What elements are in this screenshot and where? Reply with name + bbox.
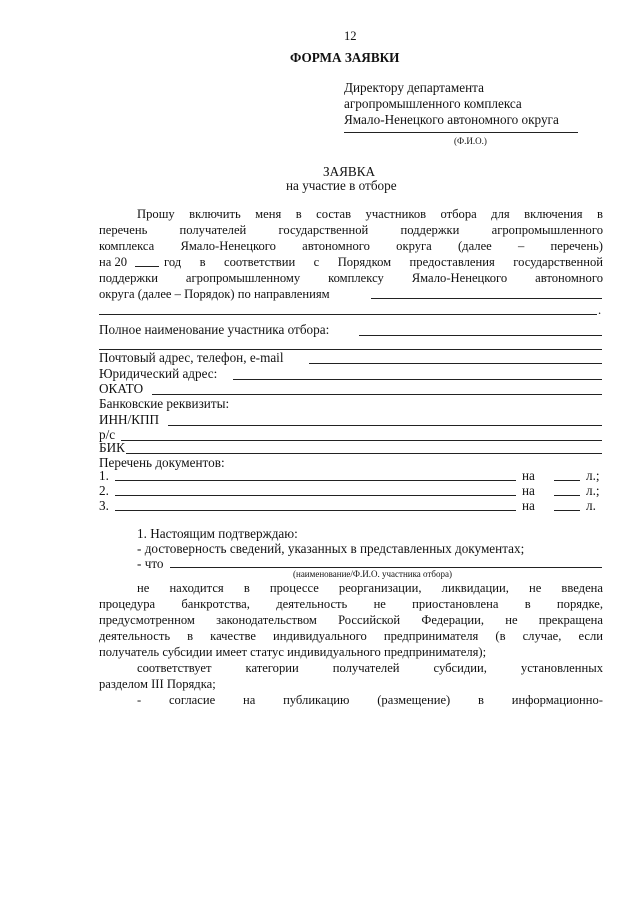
addressee-line-1: Директору департамента <box>344 80 484 95</box>
legal-address-label: Юридический адрес: <box>99 366 218 381</box>
document-3-blank[interactable] <box>115 510 516 511</box>
full-name-label: Полное наименование участника отбора: <box>99 322 330 337</box>
form-title: ФОРМА ЗАЯВКИ <box>290 50 400 65</box>
confirm-item-2-prefix: - что <box>137 556 164 571</box>
document-3-na: на <box>522 498 535 513</box>
participant-name-caption: (наименование/Ф.И.О. участника отбора) <box>293 569 452 579</box>
document-3-unit: л. <box>586 498 596 513</box>
document-1-blank[interactable] <box>115 480 516 481</box>
addressee-line-3: Ямало-Ненецкого автономного округа <box>344 112 559 127</box>
request-line-3: комплекса Ямало-Ненецкого автономного округа (далее – перечень) <box>99 239 603 253</box>
request-line-1: Прошу включить меня в состав участников отбора для включения в <box>137 207 603 221</box>
directions-period: . <box>598 303 602 317</box>
bank-details-label: Банковские реквизиты: <box>99 396 230 411</box>
confirm-p1-line-2: процедура банкротства, деятельность не приостановлена в порядке, <box>99 597 603 611</box>
confirm-p1-line-4: деятельность в качестве индивидуального предпринимателя (в случае, если <box>99 629 603 643</box>
request-line-4-suffix: год в соответствии с Порядком предоставления государственной <box>164 255 603 269</box>
request-line-2: перечень получателей государственной поддержки агропромышленного <box>99 223 603 237</box>
document-1-na: на <box>522 468 535 483</box>
request-line-4-prefix: на 20 <box>99 255 128 269</box>
inn-kpp-blank[interactable] <box>168 425 602 426</box>
request-line-5: поддержки агропромышленному комплексу Ямало-Ненецкого автономного <box>99 271 603 285</box>
directions-blank-1[interactable] <box>371 298 602 299</box>
document-3-number: 3. <box>99 498 109 513</box>
legal-address-blank[interactable] <box>233 379 602 380</box>
postal-label: Почтовый адрес, телефон, e-mail <box>99 350 284 365</box>
postal-blank[interactable] <box>309 363 602 364</box>
full-name-blank-1[interactable] <box>359 335 602 336</box>
addressee-line-2: агропромышленного комплекса <box>344 96 522 111</box>
confirm-p2-line-2: разделом III Порядка; <box>99 677 216 691</box>
confirm-p1-line-1: не находится в процессе реорганизации, ликвидации, не введена <box>137 581 603 595</box>
document-1-number: 1. <box>99 468 109 483</box>
application-heading: ЗАЯВКА <box>323 164 376 179</box>
document-2-unit: л.; <box>586 483 600 498</box>
document-1-pages-blank[interactable] <box>554 480 580 481</box>
document-2-na: на <box>522 483 535 498</box>
account-label: р/с <box>99 427 116 442</box>
confirm-item-1: - достоверность сведений, указанных в представленных документах; <box>137 541 525 556</box>
bik-label: БИК <box>99 440 125 455</box>
inn-kpp-label: ИНН/КПП <box>99 412 160 427</box>
account-blank[interactable] <box>121 440 602 441</box>
document-2-blank[interactable] <box>115 495 516 496</box>
confirm-p1-line-3: предусмотренном законодательством Российской Федерации, не прекращена <box>99 613 603 627</box>
okato-blank[interactable] <box>152 394 602 395</box>
bik-blank[interactable] <box>126 453 602 454</box>
document-1-unit: л.; <box>586 468 600 483</box>
confirm-p3-line-1: - согласие на публикацию (размещение) в информационно- <box>137 693 603 707</box>
fio-blank[interactable] <box>344 132 578 133</box>
year-blank[interactable] <box>135 266 159 267</box>
documents-label: Перечень документов: <box>99 455 225 470</box>
page-number: 12 <box>344 29 357 43</box>
request-line-6: округа (далее – Порядок) по направлениям <box>99 287 330 301</box>
document-2-pages-blank[interactable] <box>554 495 580 496</box>
participant-name-blank[interactable] <box>170 567 602 568</box>
confirm-heading: 1. Настоящим подтверждаю: <box>137 526 298 541</box>
okato-label: ОКАТО <box>99 381 144 396</box>
directions-blank-2[interactable] <box>99 314 597 315</box>
document-3-pages-blank[interactable] <box>554 510 580 511</box>
confirm-p1-line-5: получатель субсидии имеет статус индивидуального предпринимателя); <box>99 645 487 659</box>
fio-caption: (Ф.И.О.) <box>454 136 487 146</box>
document-2-number: 2. <box>99 483 109 498</box>
confirm-p2-line-1: соответствует категории получателей субсидии, установленных <box>137 661 603 675</box>
application-subheading: на участие в отборе <box>286 178 397 193</box>
